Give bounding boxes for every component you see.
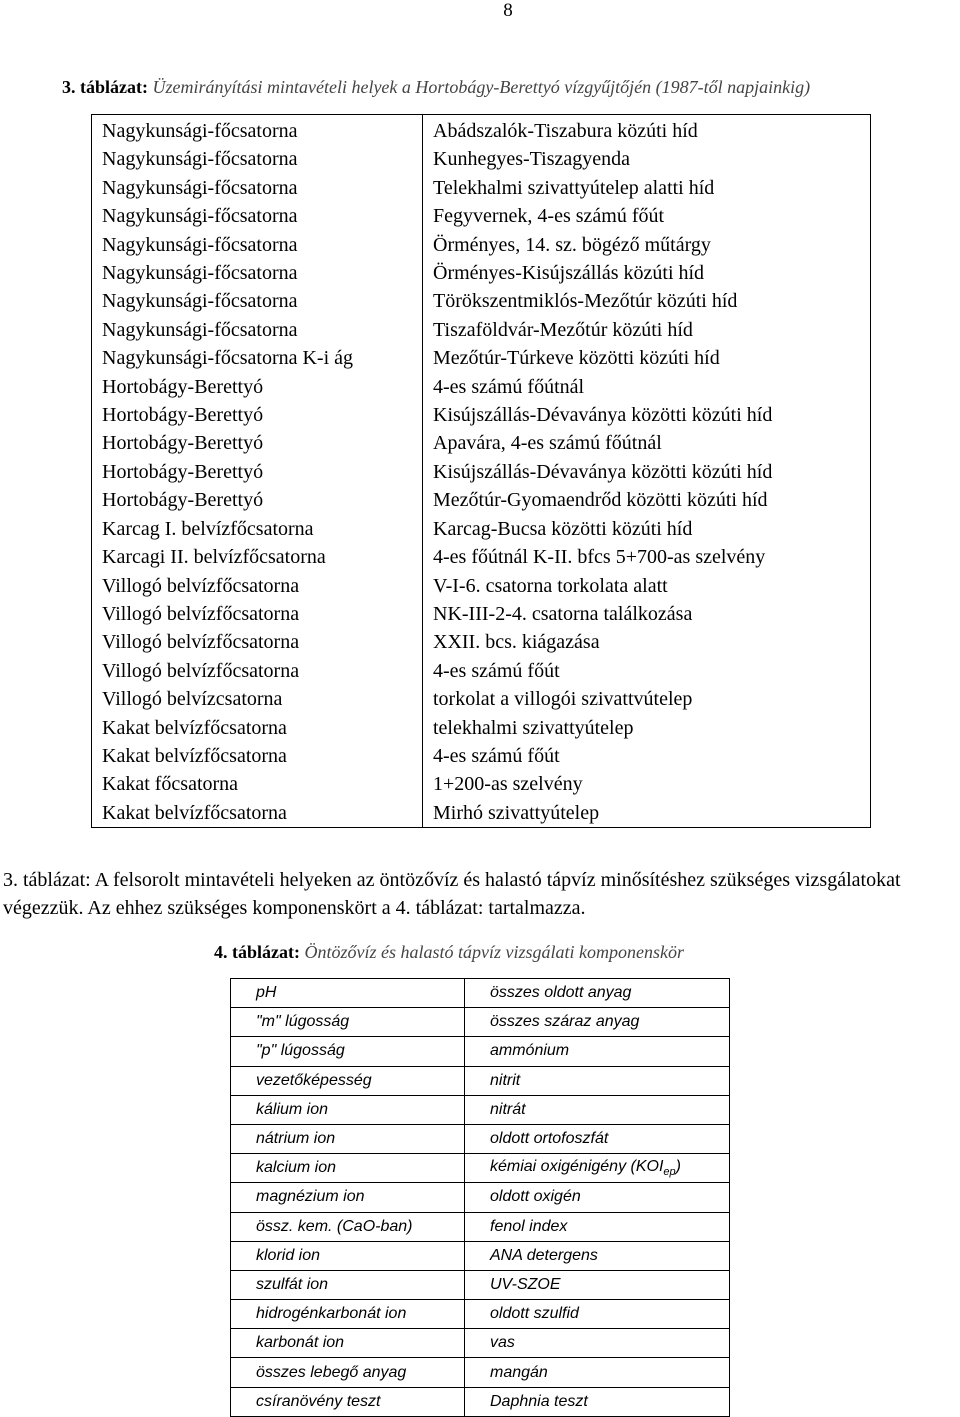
table-row xyxy=(92,742,871,770)
component-left-cell xyxy=(231,1358,465,1387)
component-right-cell xyxy=(465,1387,730,1416)
component-right-cell xyxy=(465,1066,730,1095)
watercourse-cell: Karcagi II. belvízfőcsatorna xyxy=(92,543,423,571)
location-cell: Mezőtúr-Túrkeve közötti közúti híd xyxy=(433,347,720,370)
component-left-cell xyxy=(231,1183,465,1212)
location-cell: Örményes, 14. sz. bögéző műtárgy xyxy=(433,233,711,256)
table-row xyxy=(231,1358,730,1387)
table3-caption-title: Üzemirányítási mintavételi helyek a Hortobágy-Berettyó vízgyűjtőjén (1987-től napjainkig) xyxy=(152,77,811,97)
component-left-cell xyxy=(231,1212,465,1241)
component-right-cell xyxy=(465,1037,730,1066)
table-row xyxy=(92,316,871,344)
location-cell: Örményes-Kisújszállás közúti híd xyxy=(433,262,705,285)
component-left-cell xyxy=(231,1329,465,1358)
component-label: nátrium ion xyxy=(256,1130,336,1148)
table-row xyxy=(231,1037,730,1066)
component-label: össz. kem. (CaO-ban) xyxy=(256,1217,413,1235)
component-label: kalcium ion xyxy=(256,1159,337,1177)
component-left-cell xyxy=(231,1387,465,1416)
location-cell: 4-es számú főút xyxy=(433,659,560,682)
component-right-cell xyxy=(465,1095,730,1124)
table4-caption-title: Öntözővíz és halastó tápvíz vizsgálati komponenskör xyxy=(304,942,684,962)
component-label: hidrogénkarbonát ion xyxy=(256,1305,407,1323)
table-row xyxy=(231,1183,730,1212)
table-row xyxy=(92,174,871,202)
location-cell: 1+200-as szelvény xyxy=(433,773,583,796)
table-row xyxy=(92,515,871,543)
component-left-cell xyxy=(231,1095,465,1124)
location-cell: V-I-6. csatorna torkolata alatt xyxy=(433,574,668,597)
table4-caption-label: 4. táblázat: xyxy=(214,942,300,962)
table-row xyxy=(92,543,871,571)
location-cell: Abádszalók-Tiszabura közúti híd xyxy=(433,120,698,142)
watercourse-cell: Nagykunsági-főcsatorna xyxy=(92,174,423,202)
component-label: kálium ion xyxy=(256,1100,329,1118)
component-left-cell xyxy=(231,1066,465,1095)
watercourse-cell: Kakat belvízfőcsatorna xyxy=(92,714,423,742)
location-cell: Kisújszállás-Dévaványa közötti közúti híd xyxy=(433,404,773,427)
watercourse-cell: Nagykunsági-főcsatorna K-i ág xyxy=(92,344,423,372)
watercourse-cell: Kakat belvízfőcsatorna xyxy=(92,742,423,770)
component-label: pH xyxy=(256,984,277,1002)
component-label: összes lebegő anyag xyxy=(256,1363,407,1381)
watercourse-cell: Villogó belvízcsatorna xyxy=(92,685,423,713)
table-row xyxy=(231,1212,730,1241)
component-right-cell xyxy=(465,1212,730,1241)
location-cell: Karcag-Bucsa közötti közúti híd xyxy=(433,517,693,540)
component-label: oldott szulfid xyxy=(490,1305,579,1323)
component-label: klorid ion xyxy=(256,1246,321,1264)
location-cell: NK-III-2-4. csatorna találkozása xyxy=(433,602,693,625)
location-cell: Apavára, 4-es számú főútnál xyxy=(433,432,662,455)
table-row xyxy=(92,628,871,656)
component-label: mangán xyxy=(490,1363,548,1381)
location-cell: Mirhó szivattyútelep xyxy=(433,801,600,824)
component-left-cell xyxy=(231,1241,465,1270)
components-table xyxy=(230,978,730,1417)
component-right-cell xyxy=(465,1300,730,1329)
table-row xyxy=(231,1154,730,1183)
table-row xyxy=(231,1066,730,1095)
watercourse-cell: Hortobágy-Berettyó xyxy=(92,458,423,486)
watercourse-cell: Nagykunsági-főcsatorna xyxy=(92,316,423,344)
component-right-cell xyxy=(465,1008,730,1037)
watercourse-cell: Karcag I. belvízfőcsatorna xyxy=(92,515,423,543)
koi-subscript: ep xyxy=(663,1166,676,1179)
table-row xyxy=(231,1095,730,1124)
table3-caption xyxy=(62,77,810,98)
location-cell: 4-es főútnál K-II. bfcs 5+700-as szelvény xyxy=(433,546,766,569)
component-label: "m" lúgosság xyxy=(256,1013,350,1031)
table-row xyxy=(231,979,730,1008)
component-label: vezetőképesség xyxy=(256,1071,372,1089)
table3-caption-label: 3. táblázat: xyxy=(62,77,148,97)
location-cell: 4-es számú főútnál xyxy=(433,375,585,398)
component-label: nitrát xyxy=(490,1100,526,1118)
watercourse-cell: Villogó belvízfőcsatorna xyxy=(92,628,423,656)
component-label: oldott oxigén xyxy=(490,1188,581,1206)
component-left-cell xyxy=(231,1154,465,1183)
location-cell: 4-es számú főút xyxy=(433,744,560,767)
table4-caption xyxy=(214,942,684,963)
component-label: szulfát ion xyxy=(256,1275,329,1293)
watercourse-cell: Nagykunsági-főcsatorna xyxy=(92,231,423,259)
watercourse-cell: Nagykunsági-főcsatorna xyxy=(92,202,423,230)
body-paragraph: 3. táblázat: A felsorolt mintavételi helyeken az öntözővíz és halastó tápvíz minősítéshez szükséges vizsgálatokat végezzük. Az ehhez szükséges komponenskört a 4. táblázat: tartalmazza. xyxy=(3,869,901,919)
table-row xyxy=(231,1008,730,1037)
component-label: fenol index xyxy=(490,1217,568,1235)
location-cell: Mezőtúr-Gyomaendrőd közötti közúti híd xyxy=(433,489,768,512)
component-right-cell xyxy=(465,1124,730,1153)
table-row xyxy=(92,115,871,146)
table-row xyxy=(92,685,871,713)
component-left-cell xyxy=(231,1008,465,1037)
table-row xyxy=(92,770,871,798)
table-row xyxy=(231,1124,730,1153)
location-cell: Tiszaföldvár-Mezőtúr közúti híd xyxy=(433,318,693,341)
component-label: "p" lúgosság xyxy=(256,1042,345,1060)
watercourse-cell: Villogó belvízfőcsatorna xyxy=(92,600,423,628)
component-right-cell xyxy=(465,1241,730,1270)
table-row xyxy=(92,486,871,514)
watercourse-cell: Hortobágy-Berettyó xyxy=(92,486,423,514)
table-row xyxy=(92,458,871,486)
table-row xyxy=(92,572,871,600)
table-row xyxy=(92,401,871,429)
watercourse-cell: Kakat főcsatorna xyxy=(92,770,423,798)
watercourse-cell: Hortobágy-Berettyó xyxy=(92,373,423,401)
location-cell: XXII. bcs. kiágazása xyxy=(433,631,600,654)
component-label: csíranövény teszt xyxy=(256,1392,381,1410)
component-right-cell xyxy=(465,979,730,1008)
watercourse-cell: Villogó belvízfőcsatorna xyxy=(92,572,423,600)
table-row xyxy=(92,429,871,457)
watercourse-cell: Nagykunsági-főcsatorna xyxy=(92,145,423,173)
component-right-cell xyxy=(465,1183,730,1212)
table-row xyxy=(92,600,871,628)
table-row xyxy=(92,799,871,828)
table-row xyxy=(92,714,871,742)
table-row xyxy=(92,657,871,685)
watercourse-cell: Villogó belvízfőcsatorna xyxy=(92,657,423,685)
table-row xyxy=(92,259,871,287)
table-row xyxy=(92,373,871,401)
location-cell: telekhalmi szivattyútelep xyxy=(433,716,634,739)
component-left-cell xyxy=(231,1124,465,1153)
table-row xyxy=(231,1300,730,1329)
table-row xyxy=(92,231,871,259)
table-row xyxy=(92,344,871,372)
watercourse-cell: Nagykunsági-főcsatorna xyxy=(92,259,423,287)
component-label: ANA detergens xyxy=(490,1246,598,1264)
location-cell: Törökszentmiklós-Mezőtúr közúti híd xyxy=(433,290,738,313)
component-left-cell xyxy=(231,1300,465,1329)
table-row xyxy=(92,145,871,173)
table-row xyxy=(231,1241,730,1270)
location-cell: Kisújszállás-Dévaványa közötti közúti híd xyxy=(433,460,773,483)
component-label: magnézium ion xyxy=(256,1188,365,1206)
component-label: ammónium xyxy=(490,1042,570,1060)
component-left-cell xyxy=(231,1270,465,1299)
component-label: UV-SZOE xyxy=(490,1275,561,1293)
component-right-cell xyxy=(465,1270,730,1299)
component-label: kémiai oxigénigény (KOI xyxy=(490,1158,664,1176)
page-number: 8 xyxy=(503,0,513,21)
table-row xyxy=(231,1387,730,1416)
watercourse-cell: Hortobágy-Berettyó xyxy=(92,429,423,457)
component-right-cell xyxy=(465,1358,730,1387)
table-row xyxy=(92,287,871,315)
watercourse-cell: Nagykunsági-főcsatorna xyxy=(92,115,423,146)
watercourse-cell: Nagykunsági-főcsatorna xyxy=(92,287,423,315)
watercourse-cell: Hortobágy-Berettyó xyxy=(92,401,423,429)
koi-suffix: ) xyxy=(675,1158,681,1176)
component-label: karbonát ion xyxy=(256,1334,345,1352)
component-label: nitrit xyxy=(490,1071,521,1089)
location-cell: Telekhalmi szivattyútelep alatti híd xyxy=(433,176,715,199)
table-row xyxy=(92,202,871,230)
location-cell: torkolat a villogói szivattvútelep xyxy=(433,688,693,711)
watercourse-cell: Kakat belvízfőcsatorna xyxy=(92,799,423,828)
location-cell: Fegyvernek, 4-es számú főút xyxy=(433,205,665,228)
component-label: összes száraz anyag xyxy=(490,1013,640,1031)
component-left-cell xyxy=(231,1037,465,1066)
table-row xyxy=(231,1270,730,1299)
component-label: Daphnia teszt xyxy=(490,1392,588,1410)
table-row xyxy=(231,1329,730,1358)
component-right-cell xyxy=(465,1154,730,1183)
component-label: vas xyxy=(490,1334,515,1352)
component-label: oldott ortofoszfát xyxy=(490,1130,609,1148)
component-left-cell xyxy=(231,979,465,1008)
location-cell: Kunhegyes-Tiszagyenda xyxy=(433,148,631,171)
sampling-sites-table xyxy=(91,114,871,828)
component-label: összes oldott anyag xyxy=(490,984,632,1002)
component-right-cell xyxy=(465,1329,730,1358)
